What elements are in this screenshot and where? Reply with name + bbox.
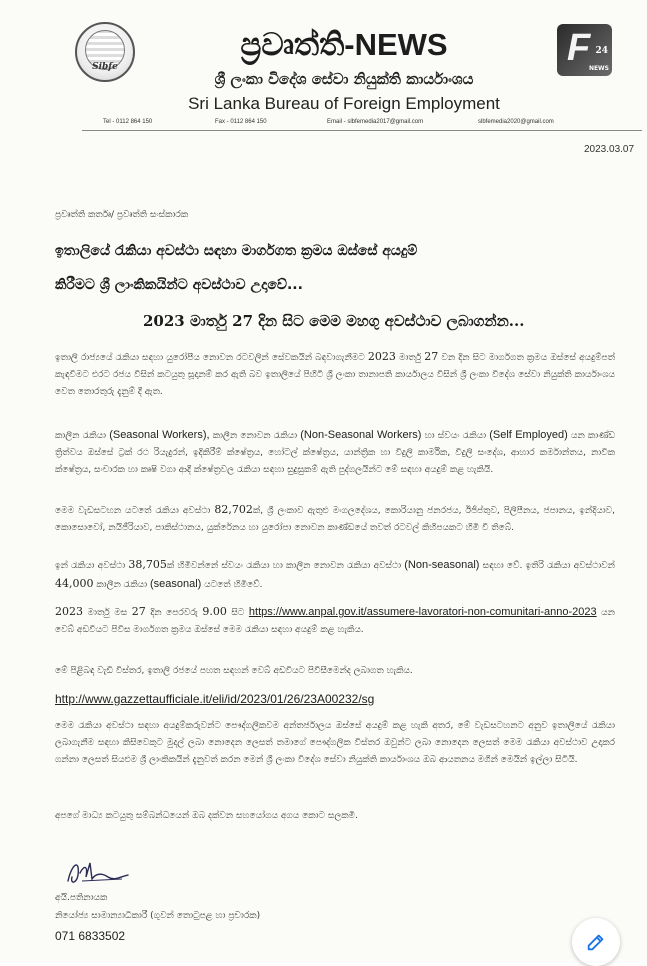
header-sinhala-name: ශ්‍රී ලංකා විදේශ සේවා නියුක්ති කාර්යාංශය (214, 70, 474, 88)
slbfe-logo (75, 22, 135, 82)
recipient-label: ප්‍රවෘත්ති කර්තෘ/ ප්‍රවෘත්ති සංස්කාරක (55, 210, 189, 220)
paragraph-7: මෙම රැකියා අවස්ථා සඳහා අයදුම්කරුවන්ට පෞද්ගලිකවම අන්තර්ජාලය ඔස්සේ අයදුම් කළ හැකි අතර, මේ වැඩසටහනට අනුව ඉතාලියේ රැකියා ලබාගැනීම සඳහා කිසිවෙකුට මුදල් ලබා නොදෙන ලෙසත් තමාගේ පෞද්ගලික විස්තර ඔවුන්ට ලබා නොදෙන ලෙසත් මෙම රැකියා අවස්ථාව උදාකර ගන්නා ලෙසත් සියළුම ශ්‍රී ලාංකිකයින් දැනුවත් කරන මෙන් ශ්‍රී ලංකා විදේශ සේවා නියුක්ති කාර්යාංශය ඔබ ආයතනය මගින් මෙයින් ඉල්ලා සිටියි. (55, 721, 615, 765)
signatory-name: අයි.පතිනායක (55, 893, 108, 903)
logo-left-text: Sibfe (92, 62, 118, 72)
paragraph-4: ඉන් රැකියා අවස්ථා 38,705ක් හිමිවන්නේ ස්වයං රැකියා හා කාලීන නොවන රැකියා අවස්ථා (Non-seasonal) සඳහා වේ. ඉතිරි රැකියා අවස්ථාවන් 44,000 කාලීන රැකියා (seasonal) යටතේ හිමිවේ. (55, 558, 615, 590)
contact-tel: Tel - 0112 864 150 (103, 119, 153, 125)
anpal-link[interactable]: https://www.anpal.gov.it/assumere-lavoratori-non-comunitari-anno-2023 (248, 606, 597, 618)
paragraph-2: කාලීන රැකියා (Seasonal Workers), කාලීන නොවන රැකියා (Non-Seasonal Workers) හා ස්වයං රැකියා (Self Employed) යන කාණ්ඩ ත්‍රිත්වය ඔස්සේ ට්‍රක් රථ රියැදුරන්, ඉදිකිරීම් ක්ෂේත්‍රය, හෝටල් ක්ෂේත්‍රය, යාන්ත්‍රික හා විදුලි කාර්මික, විදුලි සංදේශ, ආහාර කර්මාන්තය, නාවික ක්ෂේත්‍රය, සංචාරක හා කෘෂි වගා ආදී ක්ෂේත්‍රවල රැකියා සඳහා සුදුසුකම් ඇති පුද්ගලයින්ට මේ සඳහා අයදුම් කළ හැකියි. (55, 429, 615, 475)
gazzetta-link[interactable]: http://www.gazzettaufficiale.it/eli/id/2023/01/26/23A00232/sg (55, 692, 375, 706)
pencil-icon (585, 931, 607, 953)
headline-line-1: ඉතාලියේ රැකියා අවස්ථා සඳහා මාර්ගගත ක්‍රමය ඔස්සේ අයදුම් (55, 243, 418, 259)
logo-right-label: NEWS (588, 65, 609, 72)
contact-fax: Fax - 0112 864 150 (215, 119, 267, 125)
subheadline: 2023 මාර්තු 27 දින සිට මෙම මහගු අවස්ථාව ලබාගන්න... (143, 312, 525, 330)
header-divider (82, 130, 642, 131)
signature-mark (62, 855, 132, 891)
logo-right-number: 24 (595, 46, 608, 56)
paragraph-1: ඉතාලි රාජ්‍යයේ රැකියා සඳහා යුරෝපීය නොවන රටවලින් සේවකයින් බඳවාගැනීමට 2023 මාර්තු 27 වන දින සිට මාර්ගගත ක්‍රමය ඔස්සේ අයදුම්පත් කැඳවීමට එරට රජය විසින් කටයුතු සූදානම් කර ඇති බව ඉතාලියේ පිහිටි ශ්‍රී ලංකා තානාපති කාර්යාලය විසින් ශ්‍රී ලංකා විදේශ සේවා නියුක්ති කාර්යාංශය වෙත තොරතුරු දැනුම් දී ඇත. (55, 350, 615, 397)
f24-news-logo (557, 24, 612, 76)
contact-email-2: slbfemedia2020@gmail.com (478, 119, 554, 125)
paragraph-5: 2023 මාර්තු මස 27 දින පෙරවරු 9.00 සිට https://www.anpal.gov.it/assumere-lavoratori-non-comunitari-anno-2023 යන වෙබ් අඩවියට පිවිස මාර්ගගත ක්‍රමය ඔස්සේ මෙම රැකියා සඳහා අයදුම් කළ හැකිය. (55, 605, 615, 635)
logo-right-letter: F (567, 27, 591, 69)
headline-line-2: කිරීමට ශ්‍රී ලාංකිකයින්ට අවස්ථාව උදාවේ... (55, 277, 303, 293)
signatory-phone: 071 6833502 (55, 929, 126, 943)
signatory-title: නියෝජ්‍ය සාමාන්‍යාධිකාරී (ගුවන් තොටුපළ හා ප්‍රචාරක) (55, 911, 261, 921)
header-english-name: Sri Lanka Bureau of Foreign Employment (188, 94, 500, 113)
contact-email-1: Email - slbfemedia2017@gmail.com (327, 119, 424, 125)
paragraph-8: අපගේ මාධ්‍ය කටයුතු සම්බන්ධයෙන් ඔබ දක්වන සහයෝගය අගය කොට සලකමි. (55, 811, 358, 821)
letter-date: 2023.03.07 (584, 144, 635, 155)
paragraph-6: මේ පිළිබඳ වැඩි විස්තර, ඉතාලි රජයේ පහත සඳහන් වෙබ් අඩවියට පිවිසීමෙන්ද ලබාගත හැකිය. (55, 666, 413, 676)
header-title: ප්‍රවෘත්ති-NEWS (240, 27, 448, 62)
edit-button[interactable] (572, 918, 620, 966)
paragraph-3: මෙම වැඩසටහන යටතේ රැකියා අවස්ථා 82,702ක්, ශ්‍රී ලංකාව ඇතුළු මංගලදේශය, කොරියානු ජනරජය, ඊජිප්තුව, පිලිපීනය, ජපානය, ඉන්දියාව, කොසොවෝ, නයිජීරියාව, පාකිස්ථානය, යුක්රේනය හා යුරෝපා නොවන කාණ්ඩයේ තවත් රටවල් කිහිපයකට හිමි වී තිබේ. (55, 503, 615, 533)
